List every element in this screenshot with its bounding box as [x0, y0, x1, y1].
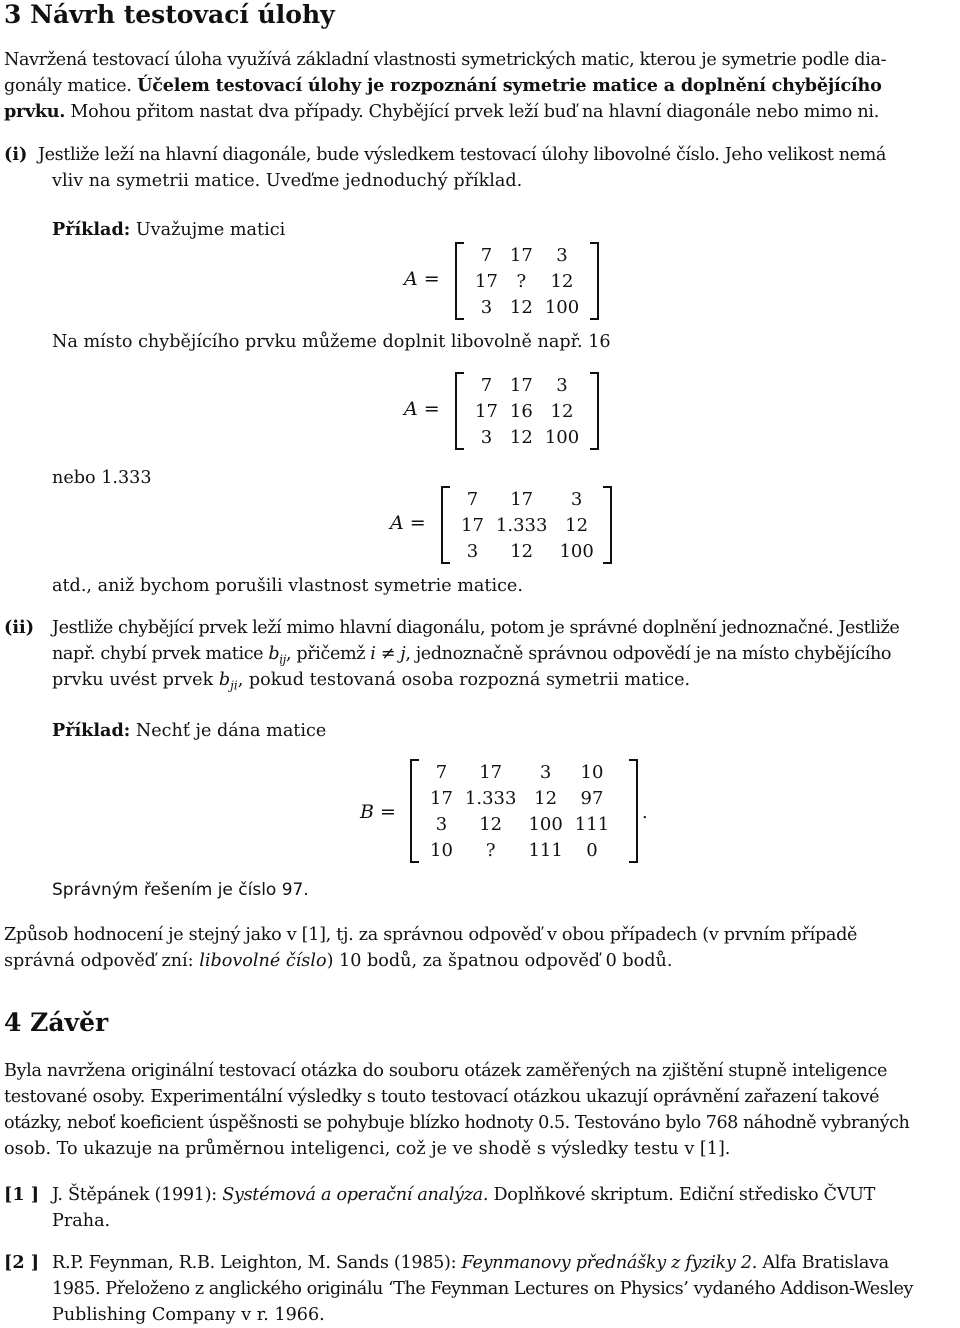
section-3-heading: 3 Návrh testovací úlohy — [4, 0, 335, 29]
matrix-cell: 3 — [539, 761, 552, 783]
matrix-cell: 7 — [480, 244, 493, 266]
intro-line-3-plain: Mohou přitom nastat dva případy. Chybějící prvek leží buď na hlavní diagonále nebo mimo ni. — [65, 102, 880, 122]
subscript-ji: ji — [230, 678, 238, 693]
text: Doplňkové skriptum. Ediční středisko ČVUT — [488, 1185, 876, 1205]
matrix-a-label-2 — [404, 398, 440, 420]
matrix-cell: 100 — [528, 813, 563, 835]
matrix-row — [469, 424, 585, 450]
matrix-cell: 3 — [480, 426, 493, 448]
var-j: j — [400, 644, 406, 664]
equals-sign: = — [403, 512, 426, 534]
case-i-example — [52, 217, 285, 243]
scoring-line-1: Způsob hodnocení je stejný jako v [1], tj. za správnou odpověď v obou případech (v prvním případě — [4, 925, 858, 945]
matrix-row — [424, 811, 615, 837]
example-text: Uvažujme matici — [130, 220, 286, 240]
matrix-a-label-3 — [390, 512, 426, 534]
matrix-cell: 7 — [435, 761, 448, 783]
matrix-cell: 12 — [550, 400, 574, 422]
matrix-b — [410, 759, 638, 863]
matrix-cell: 3 — [570, 488, 583, 510]
left-bracket — [455, 242, 464, 320]
intro-line-2-plain: gonály matice. — [4, 76, 138, 96]
right-bracket — [590, 372, 599, 450]
intro-goal-bold: Účelem testovací úlohy je rozpoznání symetrie matice a doplnění chybějícího — [137, 75, 882, 96]
matrix-cell: 3 — [556, 374, 568, 396]
conclusion-line-3: otázky, neboť koeficient úspěšnosti se pohybuje blízko hodnoty 0.5. Testováno bylo 768 náhodně vybraných — [4, 1113, 910, 1133]
matrix-cell: 17 — [475, 270, 498, 292]
matrix-row — [424, 759, 615, 785]
matrix-grid — [469, 242, 585, 320]
matrix-a-label-1 — [404, 268, 440, 290]
reference-1-number: [1 ] — [4, 1184, 40, 1205]
subscript-ij: ij — [279, 652, 286, 667]
reference-title: Systémová a operační analýza. — [222, 1185, 489, 1205]
var-b: b — [218, 670, 231, 690]
matrix-a-question — [455, 242, 599, 320]
matrix-a-name: A — [390, 512, 404, 534]
matrix-cell: 17 — [510, 488, 534, 510]
matrix-cell: 17 — [461, 514, 484, 536]
matrix-cell: 7 — [466, 488, 479, 510]
reference-2-line-3: Publishing Company v r. 1966. — [52, 1305, 325, 1325]
matrix-cell: 17 — [475, 400, 498, 422]
matrix-cell: 12 — [550, 270, 574, 292]
matrix-cell: 3 — [435, 813, 448, 835]
matrix-grid — [455, 486, 600, 564]
right-bracket — [629, 759, 638, 863]
matrix-cell: 12 — [510, 540, 534, 562]
matrix-grid — [469, 372, 585, 450]
intro-line-2 — [4, 73, 882, 99]
case-i-line-2: vliv na symetrii matice. Uveďme jednoduchý příklad. — [52, 171, 523, 191]
matrix-cell: 0 — [586, 839, 598, 861]
matrix-cell: 97 — [580, 787, 604, 809]
fill-text: Na místo chybějícího prvku můžeme doplnit libovolně např. 16 — [52, 332, 611, 352]
text: , pokud testovaná osoba rozpozná symetrii matice. — [237, 670, 691, 690]
case-ii-example — [52, 718, 326, 744]
left-bracket — [455, 372, 464, 450]
matrix-cell: 111 — [528, 839, 563, 861]
var-i: i — [370, 644, 376, 664]
matrix-row — [424, 837, 615, 863]
matrix-cell: 100 — [544, 296, 580, 318]
matrix-cell: 12 — [509, 426, 533, 448]
var-b: b — [268, 644, 280, 664]
matrix-cell: 12 — [534, 787, 558, 809]
matrix-cell: 17 — [509, 374, 533, 396]
text: , přičemž — [286, 644, 371, 664]
matrix-cell: 3 — [480, 296, 493, 318]
equals-sign: = — [417, 398, 440, 420]
text: J. Štěpánek (1991): — [52, 1185, 223, 1205]
matrix-row — [469, 294, 585, 320]
intro-goal-bold-end: prvku. — [4, 101, 66, 122]
italic-phrase: libovolné číslo — [199, 951, 327, 971]
matrix-grid — [424, 759, 615, 863]
matrix-cell: 17 — [509, 244, 533, 266]
reference-2-number: [2 ] — [4, 1252, 40, 1273]
text: , jednoznačně správnou odpovědí je na místo chybějícího — [405, 644, 892, 664]
right-bracket — [590, 242, 599, 320]
matrix-row — [469, 398, 585, 424]
or-text: nebo 1.333 — [52, 468, 152, 488]
case-i-line-1: Jestliže leží na hlavní diagonále, bude výsledkem testovací úlohy libovolné číslo. Jeho velikost nemá — [38, 145, 887, 165]
matrix-cell: 10 — [430, 839, 453, 861]
intro-line-3 — [4, 99, 879, 125]
solution-text: Správným řešením je číslo 97. — [52, 880, 309, 900]
matrix-row — [455, 512, 600, 538]
text: Alfa Bratislava — [757, 1253, 889, 1273]
matrix-cell: 12 — [509, 296, 533, 318]
matrix-row — [469, 372, 585, 398]
matrix-cell: 100 — [559, 540, 594, 562]
left-bracket — [441, 486, 450, 564]
left-bracket — [410, 759, 419, 863]
not-equal-sign: ≠ — [375, 644, 401, 664]
matrix-row — [469, 268, 585, 294]
matrix-cell: 1.333 — [464, 787, 517, 809]
reference-1-line-1 — [52, 1182, 875, 1208]
text: ) 10 bodů, za špatnou odpověď 0 bodů. — [326, 951, 673, 971]
matrix-cell: ? — [485, 839, 496, 861]
conclusion-line-4: osob. To ukazuje na průměrnou inteligenci, což je ve shodě s výsledky testu v [1]. — [4, 1139, 731, 1159]
example-text: Nechť je dána matice — [130, 721, 327, 741]
example-label: Příklad: — [52, 720, 131, 741]
matrix-a-filled-1333 — [441, 486, 612, 564]
matrix-a-name: A — [404, 398, 418, 420]
matrix-cell: 12 — [479, 813, 503, 835]
text: např. chybí prvek matice — [52, 644, 269, 664]
text: prvku uvést prvek — [52, 670, 219, 690]
matrix-cell: 10 — [580, 761, 604, 783]
conclusion-line-1: Byla navržena originální testovací otázka do souboru otázek zaměřených na zjištění stupně inteligence — [4, 1061, 888, 1081]
matrix-a-name: A — [404, 268, 418, 290]
case-ii-line-3 — [52, 667, 690, 699]
equals-sign: = — [417, 268, 440, 290]
matrix-cell: 17 — [430, 787, 453, 809]
matrix-row — [469, 242, 585, 268]
matrix-cell: 3 — [466, 540, 479, 562]
matrix-cell: 111 — [574, 813, 610, 835]
scoring-line-2 — [4, 948, 672, 974]
matrix-row — [455, 486, 600, 512]
matrix-row — [424, 785, 615, 811]
matrix-cell: 1.333 — [495, 514, 548, 536]
matrix-b-label — [360, 801, 396, 823]
matrix-cell: 7 — [480, 374, 493, 396]
matrix-cell: 17 — [479, 761, 503, 783]
example-label: Příklad: — [52, 219, 131, 240]
case-ii-line-1: Jestliže chybějící prvek leží mimo hlavní diagonálu, potom je správné doplnění jednoznačné. Jestliže — [52, 618, 900, 638]
intro-line-1: Navržená testovací úloha využívá základní vlastnosti symetrických matic, kterou je symetrie podle dia- — [4, 50, 887, 70]
reference-title: Feynmanovy přednášky z fyziky 2. — [461, 1253, 758, 1273]
text: správná odpověď zní: — [4, 951, 200, 971]
reference-2-line-2: 1985. Přeloženo z anglického originálu ‘The Feynman Lectures on Physics’ vydaného Addison-Wesley — [52, 1279, 913, 1299]
matrix-cell: 3 — [556, 244, 568, 266]
case-ii-label: (ii) — [4, 617, 35, 638]
matrix-cell: 16 — [509, 400, 533, 422]
section-4-heading: 4 Závěr — [4, 1008, 109, 1037]
case-i-label: (i) — [4, 144, 28, 165]
etc-text: atd., aniž bychom porušili vlastnost symetrie matice. — [52, 576, 523, 596]
right-bracket — [603, 486, 612, 564]
matrix-b-name: B — [360, 801, 374, 823]
matrix-cell: 100 — [544, 426, 580, 448]
equals-sign: = — [373, 801, 396, 823]
matrix-cell: ? — [516, 270, 527, 292]
text: R.P. Feynman, R.B. Leighton, M. Sands (1985): — [52, 1253, 462, 1273]
reference-1-line-2: Praha. — [52, 1211, 111, 1231]
reference-2-line-1 — [52, 1250, 889, 1276]
conclusion-line-2: testované osoby. Experimentální výsledky s touto testovací otázkou ukazují oprávnění zařazení takové — [4, 1087, 880, 1107]
matrix-b-period: . — [642, 803, 648, 823]
matrix-row — [455, 538, 600, 564]
matrix-a-filled-16 — [455, 372, 599, 450]
matrix-cell: 12 — [565, 514, 589, 536]
